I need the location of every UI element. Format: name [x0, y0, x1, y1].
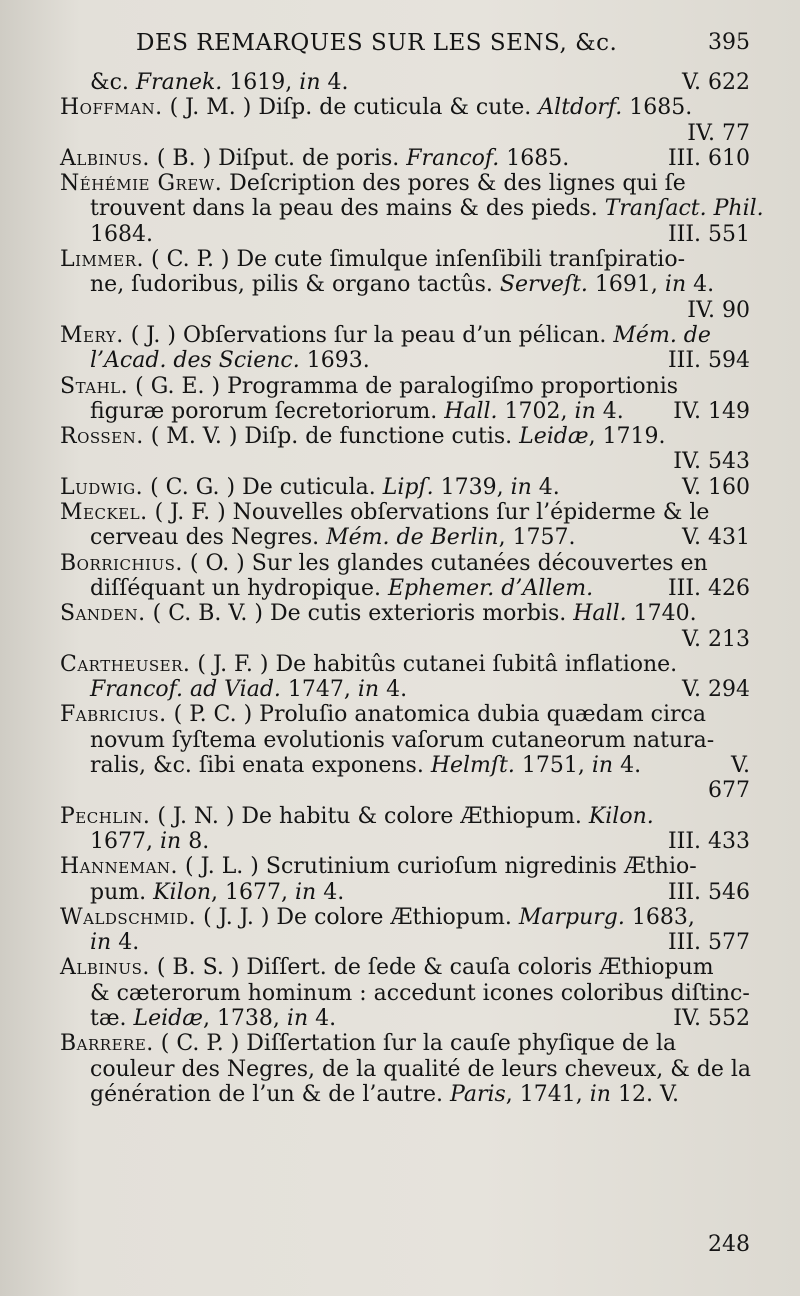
author-name: Rossen. — [60, 424, 144, 450]
entry-text: génération de l’un & de l’autre. — [90, 1081, 451, 1107]
entry-text: Deſcription des pores & des lignes qui ſe — [222, 171, 686, 197]
volume-page-reference: III. 546 — [667, 879, 750, 905]
italic-text: Kilon — [153, 879, 212, 905]
italic-text: Kilon. — [588, 803, 654, 829]
entry-first-line — [60, 905, 754, 930]
entry-continuation-line — [60, 449, 754, 474]
entry-first-line — [60, 551, 754, 576]
author-name: Pechlin. — [60, 803, 151, 829]
italic-text: in — [589, 1081, 611, 1107]
entry-text: trouvent dans la peau des mains & des pieds. — [90, 196, 605, 222]
author-name: Mery. — [60, 322, 124, 348]
entry-text: tæ. — [90, 1005, 134, 1031]
entry-text: , 1741, — [505, 1081, 590, 1107]
entry-first-line — [60, 146, 754, 171]
entry-text: 1739, — [433, 474, 511, 500]
entry-text: 1684. — [90, 221, 153, 247]
entry-text: 1619, — [222, 70, 300, 95]
entry-text: pum. — [90, 879, 154, 905]
entry-continuation-line — [60, 728, 754, 753]
entry-text: ( J. L. ) Scrutinium curioſum nigredinis Æthio- — [178, 854, 697, 880]
entry-text: cerveau des Negres. — [90, 525, 327, 551]
entry-text: ( J. M. ) Diſp. de cuticula & cute. — [162, 95, 539, 121]
italic-text: in — [591, 753, 614, 779]
entry-continuation-line — [60, 576, 754, 601]
italic-text: Helmſt. — [430, 753, 515, 779]
entry-continuation-line — [60, 222, 754, 247]
italic-text: in — [295, 879, 317, 905]
entry-text: 4. — [316, 879, 345, 905]
entry-text: 4. — [531, 474, 560, 500]
entry-text: 1693. — [299, 348, 370, 374]
entry-text: ( C. G. ) De cuticula. — [143, 474, 383, 500]
entry-continuation-line — [60, 829, 754, 854]
entry-first-line — [60, 323, 754, 348]
italic-text: Lipſ. — [382, 474, 434, 500]
entry-text: 1691, — [587, 272, 665, 298]
entry-first-line — [60, 171, 754, 196]
volume-page-reference: V. 294 — [681, 677, 750, 703]
italic-text: Ephemer. d’Allem. — [387, 575, 594, 601]
entry-text: novum ſyſtema evolutionis vaſorum cutaneorum natura- — [90, 727, 715, 753]
entry-continuation-line — [60, 196, 764, 222]
volume-page-reference: V. 160 — [681, 474, 750, 500]
italic-text: Hall. — [573, 601, 627, 627]
author-name: Néhémie Grew. — [60, 171, 223, 197]
author-name: Hanneman. — [60, 854, 179, 880]
volume-page-reference: III. 594 — [667, 348, 750, 374]
entry-text: ne, ſudoribus, pilis & organo tactûs. — [90, 272, 500, 298]
entry-continuation-line — [60, 298, 754, 323]
entry-first-line — [60, 1031, 754, 1056]
entry-first-line — [60, 247, 754, 272]
entry-text: 4. — [308, 1005, 337, 1031]
volume-page-reference: IV. 552 — [673, 1005, 750, 1031]
author-name: Sanden. — [60, 601, 146, 627]
entry-text: couleur des Negres, de la qualité de leurs cheveux, & de la — [90, 1056, 752, 1082]
entry-text: ( J. J. ) De colore Æthiopum. — [196, 904, 519, 930]
entry-text: ralis, &c. ſibi enata exponens. — [90, 753, 431, 779]
author-name: Fabricius. — [60, 702, 167, 728]
entry-text: ( B. ) Diſput. de poris. — [149, 145, 407, 171]
entry-continuation-line — [60, 1082, 754, 1107]
entry-text: 1685. — [499, 145, 570, 171]
entry-first-line — [60, 601, 754, 626]
entry-continuation-line — [60, 399, 754, 424]
italic-text: Leidæ — [519, 424, 589, 450]
entry-continuation-line — [60, 627, 754, 652]
italic-text: Altdorf. — [538, 95, 623, 121]
entry-continuation-line — [60, 121, 754, 146]
entry-text: ( C. P. ) Diſſertation ſur la cauſe phyſique de la — [153, 1031, 677, 1057]
entry-continuation-line — [60, 70, 754, 95]
entry-text: ( M. V. ) Diſp. de functione cutis. — [143, 424, 520, 450]
entry-continuation-line — [60, 778, 754, 803]
author-name: Limmer. — [60, 247, 144, 273]
volume-page-reference: III. 433 — [667, 828, 750, 854]
author-name: Barrere. — [60, 1031, 154, 1057]
running-head: DES REMARQUES SUR LES SENS, &c. — [136, 30, 618, 56]
entry-text: , 1677, — [211, 879, 295, 905]
entry-text: diſſéquant un hydropique. — [90, 575, 388, 601]
entry-text: 4. — [686, 272, 715, 298]
entry-continuation-line — [60, 880, 754, 905]
entry-continuation-line — [60, 677, 754, 702]
entry-continuation-line — [60, 272, 754, 297]
volume-page-reference: III. 577 — [667, 930, 750, 956]
entry-text: 1751, — [514, 753, 592, 779]
volume-page-reference: IV. 90 — [687, 297, 750, 323]
italic-text: in — [510, 474, 532, 500]
entry-text: ( C. B. V. ) De cutis exterioris morbis. — [145, 601, 574, 627]
entry-first-line — [60, 804, 754, 829]
entry-text: ( B. S. ) Diſſert. de ſede & cauſa coloris Æthiopum — [149, 955, 714, 981]
italic-text: Francof. — [406, 145, 500, 171]
italic-text: in — [299, 70, 321, 95]
printer-signature: 248 — [708, 1232, 750, 1257]
entry-text: ( J. F. ) De habitûs cutanei ſubitâ inflatione. — [190, 651, 678, 677]
entry-text: 1702, — [497, 398, 575, 424]
italic-text: Serveſt. — [499, 272, 588, 298]
entry-text: 4. — [595, 398, 624, 424]
italic-text: in — [159, 828, 182, 854]
author-name: Borrichius. — [60, 550, 183, 576]
entry-first-line — [60, 424, 754, 449]
entry-text: , 1757. — [498, 525, 576, 551]
entry-continuation-line — [60, 1006, 754, 1031]
italic-text: Francof. ad Viad. — [90, 677, 281, 703]
volume-page-reference: V. 213 — [681, 626, 750, 652]
entry-text: 4. — [379, 677, 408, 703]
entry-text: 1685. — [622, 95, 693, 121]
entry-text: ( C. P. ) De cute ſimulque inſenſibili tranſpiratio- — [144, 247, 686, 273]
italic-text: Mém. de Berlin — [326, 525, 499, 551]
entry-continuation-line — [60, 348, 754, 373]
entry-text: 1683, — [624, 904, 695, 930]
author-name: Meckel. — [60, 500, 148, 526]
volume-page-reference: III. 426 — [667, 575, 750, 601]
author-name: Cartheuser. — [60, 651, 191, 677]
author-name: Albinus. — [60, 145, 150, 171]
entry-text: 12. V. — [610, 1081, 679, 1107]
entry-text: , 1719. — [588, 424, 666, 450]
entry-first-line — [60, 95, 754, 120]
italic-text: Franek. — [135, 70, 223, 95]
italic-text: Marpurg. — [518, 904, 625, 930]
entry-first-line — [60, 652, 754, 677]
entry-text: ( G. E. ) Programma de paralogiſmo proportionis — [128, 373, 679, 399]
entry-first-line — [60, 500, 754, 525]
volume-page-reference: IV. 149 — [673, 398, 750, 424]
volume-page-reference: V. 431 — [681, 525, 750, 551]
entry-text: 4. — [320, 70, 349, 95]
italic-text: Tranſact. Phil. — [604, 196, 764, 222]
entry-text: figuræ pororum ſecretoriorum. — [90, 398, 445, 424]
italic-text: Mém. de — [613, 322, 711, 348]
entry-text: 1740. — [626, 601, 697, 627]
entry-continuation-line — [60, 1057, 754, 1082]
entry-text: ( J. F. ) Nouvelles obſervations ſur l’épiderme & le — [147, 500, 710, 526]
entry-text: 4. — [111, 930, 140, 956]
author-name: Hoffman. — [60, 95, 163, 121]
entry-text: 1677, — [90, 828, 160, 854]
author-name: Stahl. — [60, 373, 129, 399]
italic-text: in — [90, 930, 112, 956]
italic-text: in — [286, 1005, 309, 1031]
entry-continuation-line — [60, 930, 754, 955]
volume-page-reference: III. 610 — [667, 145, 750, 171]
entry-continuation-line — [60, 981, 754, 1006]
entry-text: , 1738, — [202, 1005, 287, 1031]
entry-text: ( O. ) Sur les glandes cutanées découvertes en — [182, 550, 708, 576]
entry-text: 4. — [613, 753, 642, 779]
entry-text: 8. — [181, 828, 210, 854]
italic-text: Hall. — [444, 398, 498, 424]
volume-page-reference: 677 — [708, 778, 750, 804]
italic-text: Leidæ — [133, 1005, 203, 1031]
entry-first-line — [60, 702, 754, 727]
italic-text: l’Acad. des Scienc. — [90, 348, 300, 374]
entry-first-line — [60, 854, 754, 879]
italic-text: in — [664, 272, 687, 298]
entry-first-line — [60, 374, 754, 399]
entry-text: &c. — [90, 70, 136, 95]
italic-text: in — [357, 677, 380, 703]
page-header — [60, 26, 754, 70]
volume-page-reference: V. 622 — [681, 70, 750, 95]
volume-page-reference: IV. 543 — [673, 449, 750, 475]
author-name: Albinus. — [60, 955, 150, 981]
volume-page-reference: III. 551 — [667, 221, 750, 247]
entry-text: & cæterorum hominum : accedunt icones coloribus diſtinc- — [90, 980, 750, 1006]
entry-continuation-line — [60, 753, 754, 778]
volume-page-reference: IV. 77 — [687, 120, 750, 146]
italic-text: in — [574, 398, 596, 424]
entry-first-line — [60, 475, 754, 500]
entry-text: 1747, — [280, 677, 358, 703]
italic-text: Paris — [450, 1081, 506, 1107]
entry-continuation-line — [60, 525, 754, 550]
bibliography-entries — [60, 70, 764, 1107]
page-number: 395 — [708, 30, 750, 55]
volume-page-reference: V. — [730, 753, 750, 779]
author-name: Waldschmid. — [60, 904, 197, 930]
entry-text: ( J. ) Obſervations ſur la peau d’un pélican. — [123, 322, 614, 348]
author-name: Ludwig. — [60, 474, 144, 500]
entry-text: ( P. C. ) Proluſio anatomica dubia quædam circa — [166, 702, 706, 728]
entry-text: ( J. N. ) De habitu & colore Æthiopum. — [150, 803, 589, 829]
entry-first-line — [60, 955, 754, 980]
